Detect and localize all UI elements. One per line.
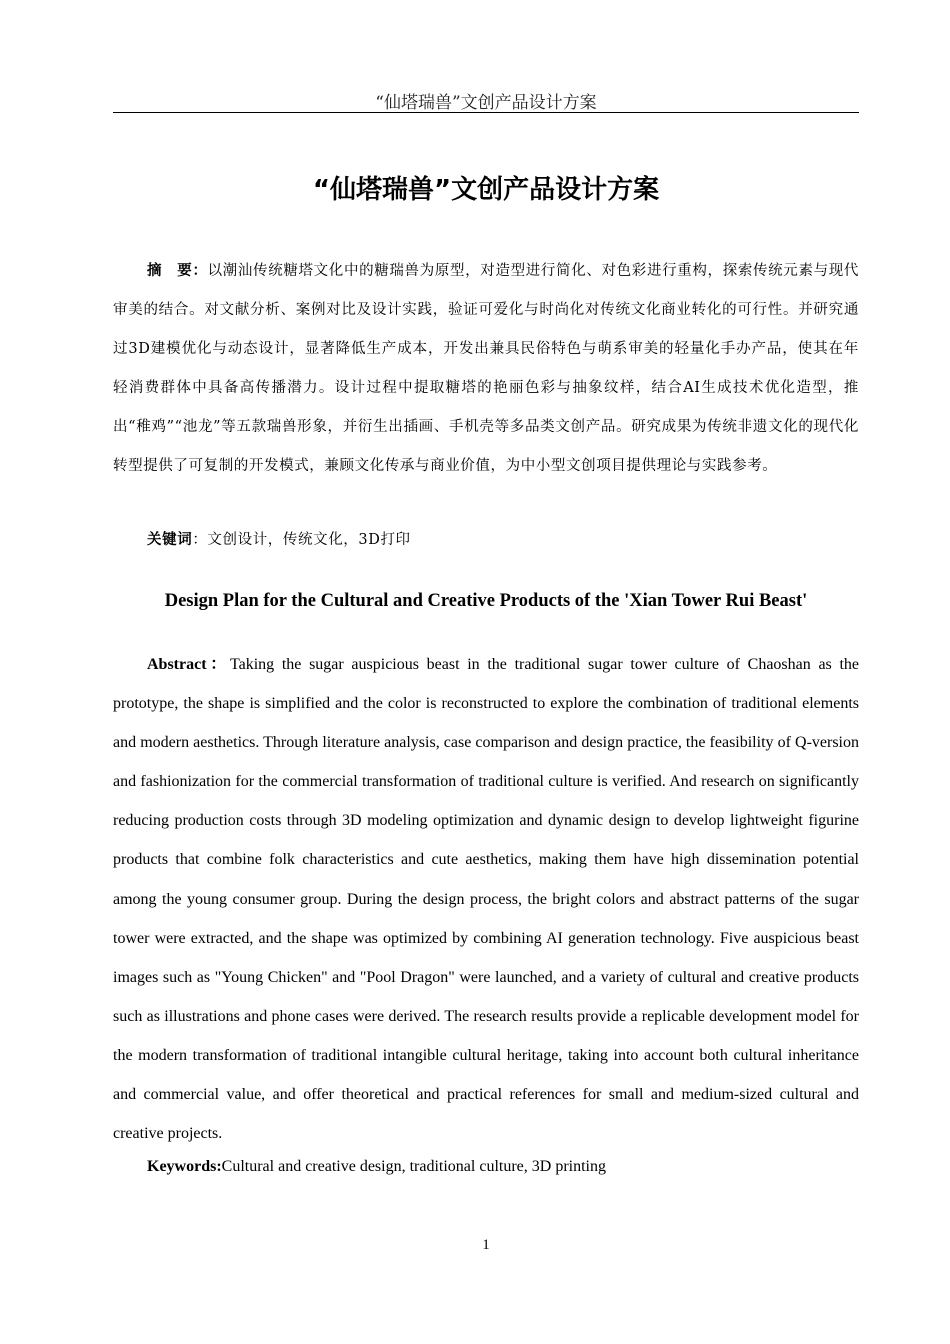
english-abstract-label: Abstract： — [147, 656, 230, 673]
running-header: “仙塔瑞兽”文创产品设计方案 — [375, 93, 597, 113]
english-keywords-label: Keywords: — [147, 1158, 222, 1175]
english-abstract-text: Taking the sugar auspicious beast in the traditional sugar tower culture of Chaoshan as the prototype, the shape is simplified and the color is reconstructed to explore the combination of traditional elements and modern aesthetics. Through literature analysis, case comparison and design practice, the feasibility of Q-version and fashionization for the commercial transformation of traditional culture is verified. And research on significantly reducing production costs through 3D modeling optimization and dynamic design to develop lightweight figurine products that combine folk characteristics and cute aesthetics, making them have high dissemination potential among the young consumer group. During the design process, the bright colors and abstract patterns of the sugar tower were extracted, and the shape was optimized by combining AI generation technology. Five auspicious beast images such as "Young Chicken" and "Pool Dragon" were launched, and a variety of cultural and creative products such as illustrations and phone cases were derived. The research results provide a replicable development model for the modern transformation of traditional intangible cultural heritage, taking into account both cultural inheritance and commercial value, and offer theoretical and practical references for small and medium-sized cultural and creative projects. — [113, 656, 860, 1143]
page-number: 1 — [482, 1237, 490, 1253]
chinese-keywords — [147, 522, 859, 558]
chinese-abstract — [113, 251, 859, 486]
english-keywords-text: Cultural and creative design, traditional culture, 3D printing — [221, 1158, 606, 1175]
chinese-keywords-label: 关键词 — [147, 531, 193, 548]
english-abstract — [113, 645, 859, 1153]
chinese-abstract-text: 以潮汕传统糖塔文化中的糖瑞兽为原型，对造型进行简化、对色彩进行重构，探索传统元素与现代审美的结合。对文献分析、案例对比及设计实践，验证可爱化与时尚化对传统文化商业转化的可行性。并研究通过3D建模优化与动态设计，显著降低生产成本，开发出兼具民俗特色与萌系审美的轻量化手办产品，使其在年轻消费群体中具备高传播潜力。设计过程中提取糖塔的艳丽色彩与抽象纹样，结合AI生成技术优化造型，推出“稚鸡”“池龙”等五款瑞兽形象，并衍生出插画、手机壳等多品类文创产品。研究成果为传统非遗文化的现代化转型提供了可复制的开发模式，兼顾文化传承与商业价值，为中小型文创项目提供理论与实践参考。 — [113, 263, 860, 474]
header-rule — [113, 112, 859, 113]
chinese-title: “仙塔瑞兽”文创产品设计方案 — [312, 175, 660, 205]
english-keywords — [147, 1155, 859, 1179]
english-title: Design Plan for the Cultural and Creative Products of the 'Xian Tower Rui Beast' — [164, 591, 808, 611]
chinese-abstract-label: 摘 要： — [147, 262, 208, 279]
chinese-keywords-text: ：文创设计，传统文化，3D打印 — [192, 532, 411, 548]
